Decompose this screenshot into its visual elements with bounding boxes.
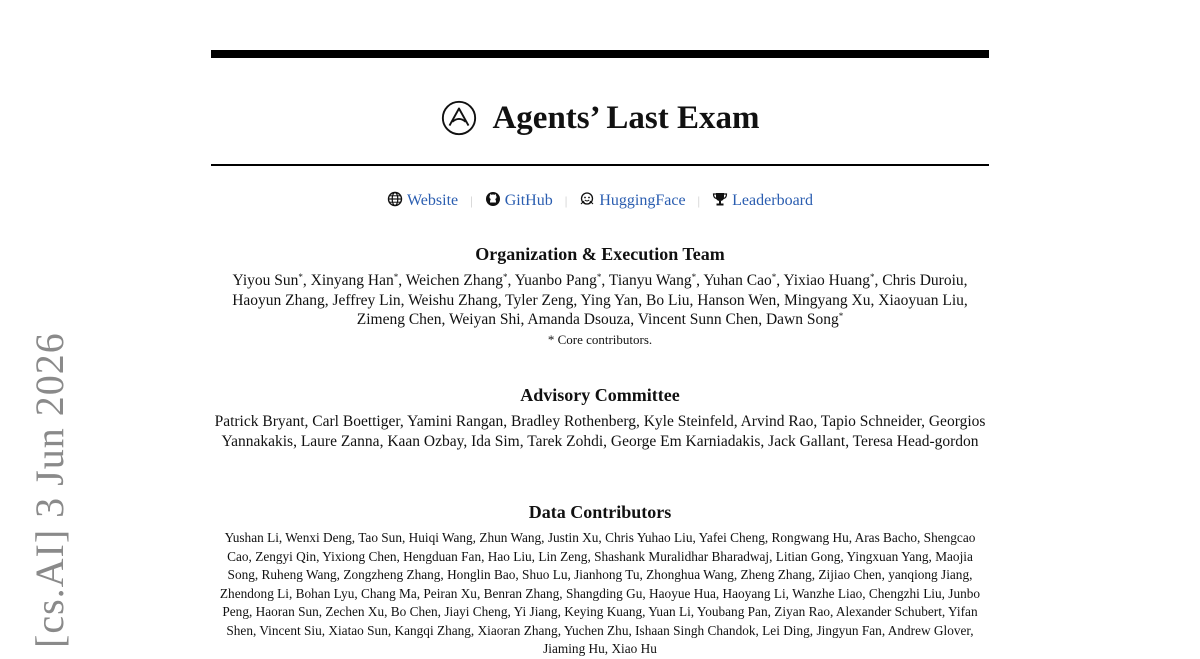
leaderboard-link-label: Leaderboard — [732, 192, 813, 209]
org-team-section — [211, 243, 989, 348]
org-team-heading: Organization & Execution Team — [475, 244, 725, 264]
core-contributors-note: * Core contributors. — [547, 331, 653, 347]
arxiv-side-stamp: [cs.AI] 3 Jun 2026 — [27, 332, 72, 648]
link-separator: | — [470, 193, 473, 208]
huggingface-link-label: HuggingFace — [599, 192, 686, 209]
title-rule — [211, 164, 989, 166]
trophy-icon — [712, 191, 728, 212]
github-link[interactable] — [485, 191, 553, 212]
advisory-heading: Advisory Committee — [520, 385, 680, 405]
logo-icon — [440, 99, 478, 137]
title-row — [211, 92, 989, 144]
advisory-members: Patrick Bryant, Carl Boettiger, Yamini Rangan, Bradley Rothenberg, Kyle Steinfeld, Arvind Rao, Tapio Schneider, Georgios Yannakakis, Laure Zanna, Kaan Ozbay, Ida Sim, Tarek Zohdi, George Em Karniadakis, Jack Gallant, Teresa Head-gordon — [214, 413, 986, 450]
link-separator: | — [697, 193, 701, 208]
leaderboard-link[interactable] — [712, 191, 813, 212]
huggingface-icon — [579, 191, 595, 212]
github-link-label: GitHub — [504, 192, 553, 209]
website-link-label: Website — [406, 192, 459, 209]
website-link[interactable] — [387, 191, 458, 212]
paper-title: Agents’ Last Exam — [492, 99, 760, 136]
huggingface-link[interactable] — [579, 191, 685, 212]
data-contributors-section — [211, 501, 989, 659]
data-contributors-members: Yushan Li, Wenxi Deng, Tao Sun, Huiqi Wang, Zhun Wang, Justin Xu, Chris Yuhao Liu, Yafei Cheng, Rongwang Hu, Aras Bacho, Shengcao Cao, Zengyi Qin, Yixiong Chen, Hengduan Fan, Hao Liu, Lin Zeng, Shashank Muralidhar Bharadwaj, Litian Gong, Yingxuan Yang, Maojia Song, Ruheng Wang, Zongzheng Zhang, Honglin Bao, Shuo Lu, Jianhong Tu, Zhonghua Wang, Zheng Zhang, Zijiao Chen, yanqiong Jiang, Zhendong Li, Bohan Lyu, Chang Ma, Peiran Xu, Benran Zhang, Shangding Gu, Haoyue Hua, Haoyang Li, Wanzhe Liao, Chengzhi Liu, Junbo Peng, Haoran Sun, Zechen Xu, Bo Chen, Jiayi Cheng, Yi Jiang, Keying Kuang, Yuan Li, Youbang Pan, Ziyan Rao, Alexander Schubert, Yifan Shen, Vincent Siu, Xiatao Sun, Kangqi Zhang, Xiaoran Zhang, Yuchen Zhu, Ishaan Singh Chandok, Lei Ding, Jingyun Fan, Andrew Glover, Jiaming Hu, Xiao Hu — [219, 530, 981, 656]
advisory-section — [211, 384, 989, 451]
org-team-members: Yiyou Sun*, Xinyang Han*, Weichen Zhang*, Yuanbo Pang*, Tianyu Wang*, Yuhan Cao*, Yixiao Huang*, Chris Duroiu, Haoyun Zhang, Jeffrey Lin, Weishu Zhang, Tyler Zeng, Ying Yan, Bo Liu, Hanson Wen, Mingyang Xu, Xiaoyuan Liu, Zimeng Chen, Weiyan Shi, Amanda Dsouza, Vincent Sunn Chen, Dawn Song* — [232, 272, 968, 328]
links-row — [211, 190, 989, 212]
link-separator: | — [564, 193, 568, 208]
github-icon — [485, 191, 501, 212]
data-contributors-heading: Data Contributors — [528, 502, 672, 522]
top-rule — [211, 50, 989, 58]
globe-icon — [387, 191, 403, 212]
